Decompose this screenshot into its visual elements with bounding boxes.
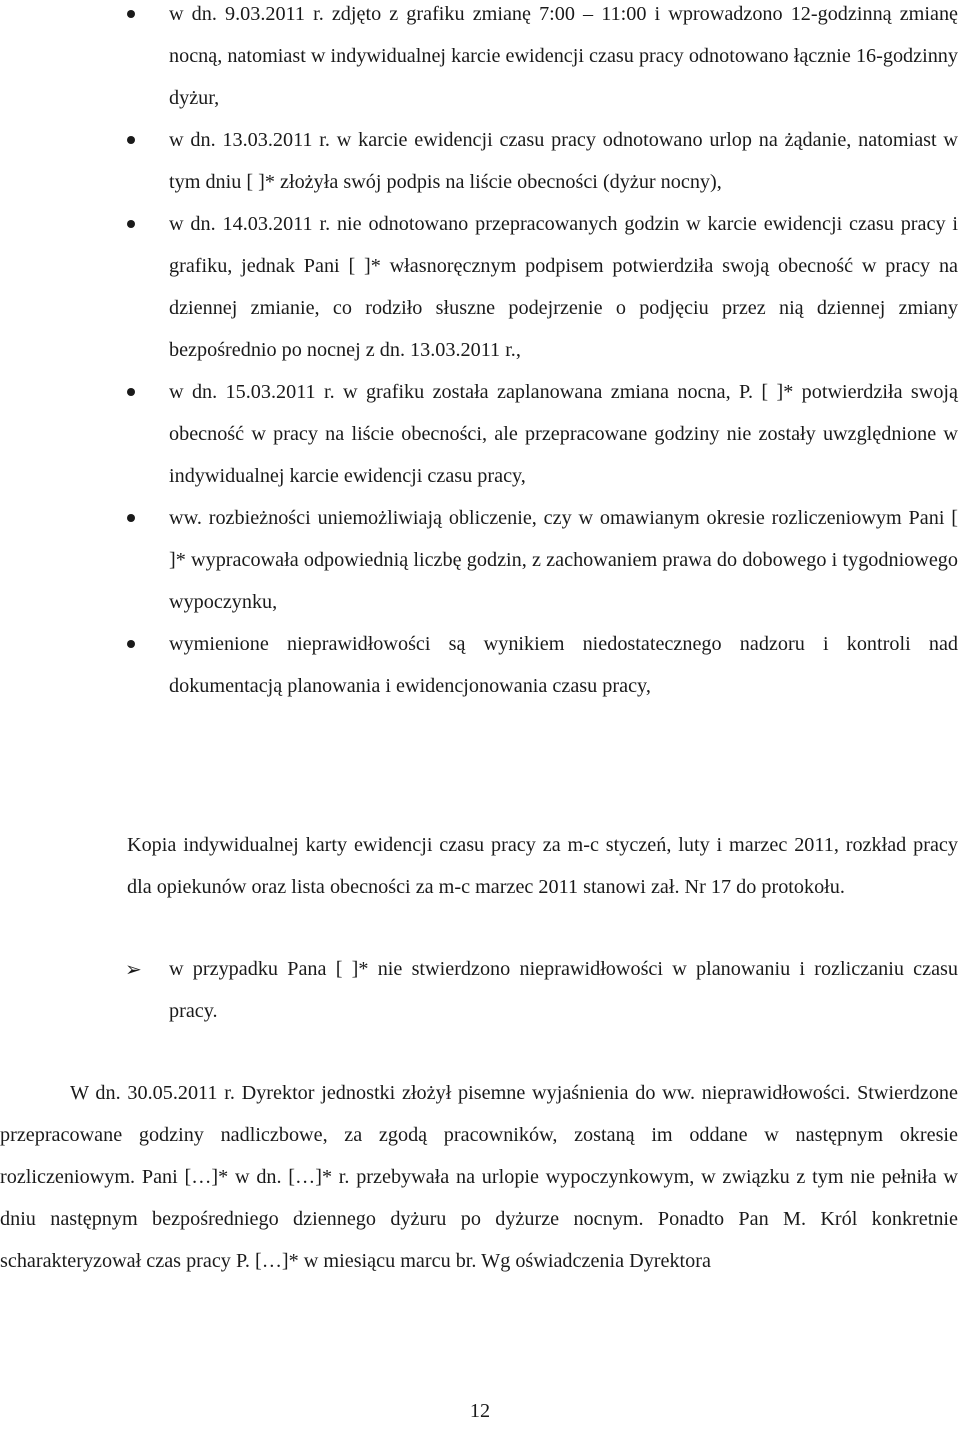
closing-paragraph-text: W dn. 30.05.2011 r. Dyrektor jednostki złożył pisemne wyjaśnienia do ww. nieprawidłowości. Stwierdzone przepracowane godziny nadliczbowe, za zgodą pracowników, zostaną im oddane w następnym okresie rozliczeniowym. Pani […]* w dn. […]* r. przebywała na urlopie wypoczynkowym, w związku z tym nie pełniła w dniu następnym bezpośredniego dziennego dyżuru po dyżurze nocnym. Ponadto Pan M. Król konkretnie scharakteryzował czas pracy P. […]* w miesiącu marcu br. Wg oświadczenia Dyrektora [0, 1082, 958, 1272]
list-item [0, 497, 960, 623]
findings-list [0, 0, 960, 707]
bullet-icon [127, 220, 135, 228]
list-item-text: wymienione nieprawidłowości są wynikiem niedostatecznego nadzoru i kontroli nad dokumentacją planowania i ewidencjonowania czasu pracy, [169, 633, 958, 697]
bullet-icon [127, 514, 135, 522]
arrow-list [0, 948, 960, 1032]
bullet-icon [127, 10, 135, 18]
attachment-note-text: Kopia indywidualnej karty ewidencji czasu pracy za m-c styczeń, luty i marzec 2011, rozkład pracy dla opiekunów oraz lista obecności za m-c marzec 2011 stanowi zał. Nr 17 do protokołu. [127, 834, 958, 898]
bullet-icon [127, 640, 135, 648]
list-item-text: w dn. 14.03.2011 r. nie odnotowano przepracowanych godzin w karcie ewidencji czasu pracy i grafiku, jednak Pani [ ]* własnoręcznym podpisem potwierdziła swoją obecność w pracy na dziennej zmianie, co rodziło słuszne podejrzenie o podjęciu przez nią dziennej zmiany bezpośrednio po nocnej z dn. 13.03.2011 r., [169, 213, 958, 361]
bullet-icon [127, 136, 135, 144]
list-item-text: w dn. 13.03.2011 r. w karcie ewidencji czasu pracy odnotowano urlop na żądanie, natomiast w tym dniu [ ]* złożyła swój podpis na liście obecności (dyżur nocny), [169, 129, 958, 193]
arrow-bullet-icon: ➢ [125, 957, 142, 981]
attachment-note [0, 824, 958, 908]
list-item-text: w przypadku Pana [ ]* nie stwierdzono nieprawidłowości w planowaniu i rozliczaniu czasu pracy. [169, 958, 958, 1022]
list-item [0, 371, 960, 497]
list-item-text: ww. rozbieżności uniemożliwiają obliczenie, czy w omawianym okresie rozliczeniowym Pani [ ]* wypracowała odpowiednią liczbę godzin, z zachowaniem prawa do dobowego i tygodniowego wypoczynku, [169, 507, 958, 613]
page-number: 12 [469, 1400, 491, 1422]
list-item [0, 0, 960, 119]
list-item-text: w dn. 15.03.2011 r. w grafiku została zaplanowana zmiana nocna, P. [ ]* potwierdziła swoją obecność w pracy na liście obecności, ale przepracowane godziny nie zostały uwzględnione w indywidualnej karcie ewidencji czasu pracy, [169, 381, 958, 487]
bullet-icon [127, 388, 135, 396]
list-item [0, 119, 960, 203]
list-item-text: w dn. 9.03.2011 r. zdjęto z grafiku zmianę 7:00 – 11:00 i wprowadzono 12-godzinną zmianę nocną, natomiast w indywidualnej karcie ewidencji czasu pracy odnotowano łącznie 16-godzinny dyżur, [169, 3, 958, 109]
closing-paragraph [0, 1072, 958, 1282]
list-item [0, 948, 960, 1032]
list-item [0, 203, 960, 371]
list-item [0, 623, 960, 707]
